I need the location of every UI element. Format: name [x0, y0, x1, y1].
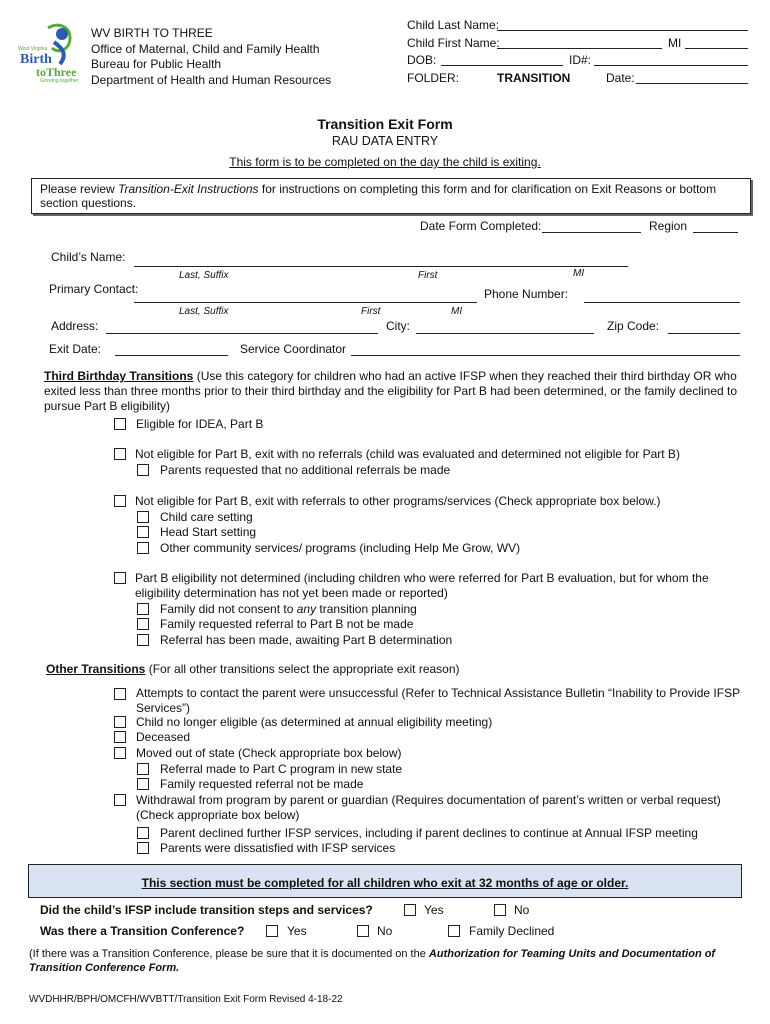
id-label: ID#: — [569, 53, 592, 67]
parent-declined-checkbox[interactable] — [137, 827, 149, 839]
required-section-banner — [28, 864, 742, 898]
child-first-name-field[interactable] — [497, 48, 662, 49]
requested-not-made-label: Family requested referral to Part B not be made — [160, 617, 414, 631]
eligible-part-b-label: Eligible for IDEA, Part B — [136, 417, 264, 431]
deceased-checkbox[interactable] — [114, 731, 126, 743]
parents-no-ref-checkbox[interactable] — [137, 464, 149, 476]
contact-last-suffix-caption: Last, Suffix — [179, 306, 229, 317]
instructions-post: for instructions on completing this form and for clarification on Exit Reasons or bottom section questions. — [40, 182, 717, 210]
child-first-caption: First — [418, 270, 438, 281]
org-line-4: Department of Health and Human Resources — [91, 72, 332, 87]
no-longer-eligible-label: Child no longer eligible (as determined at annual eligibility meeting) — [136, 715, 493, 729]
withdrawal-label: Withdrawal from program by parent or guardian (Requires documentation of parent’s written or verbal request) (Check appropriate box below) — [136, 793, 721, 822]
child-last-suffix-caption: Last, Suffix — [179, 270, 229, 281]
moved-label: Moved out of state (Check appropriate box below) — [136, 746, 402, 760]
org-line-1: WV BIRTH TO THREE — [91, 26, 213, 40]
folder-value: TRANSITION — [497, 71, 571, 85]
no-consent-label — [160, 602, 417, 616]
attempts-checkbox[interactable] — [114, 688, 126, 700]
org-header — [91, 26, 331, 88]
instructions-text — [40, 182, 744, 210]
not-eligible-no-ref-checkbox[interactable] — [114, 448, 126, 460]
q2-no-label: No — [377, 924, 393, 938]
q1-no-checkbox[interactable] — [494, 904, 506, 916]
deceased-label: Deceased — [136, 730, 191, 744]
city-field[interactable] — [416, 333, 594, 334]
address-field[interactable] — [106, 333, 378, 334]
q2-family-declined-checkbox[interactable] — [448, 925, 460, 937]
form-subtitle: RAU DATA ENTRY — [331, 134, 439, 148]
q2-family-declined-label: Family Declined — [469, 924, 555, 938]
instructions-box — [31, 178, 751, 214]
child-last-name-label: Child Last Name: — [407, 18, 500, 32]
transition-conference-question: Was there a Transition Conference? — [40, 924, 245, 938]
not-eligible-ref-checkbox[interactable] — [114, 495, 126, 507]
not-eligible-no-ref-label: Not eligible for Part B, exit with no referrals (child was evaluated and determined not eligible for Part B) — [135, 447, 680, 461]
dissatisfied-checkbox[interactable] — [137, 842, 149, 854]
folder-label: FOLDER: — [407, 71, 460, 85]
not-determined-label: Part B eligibility not determined (including children who were referred for Part B evaluation, but for whom the eligibility determination has not yet been made or reported) — [135, 571, 709, 600]
zip-field[interactable] — [668, 333, 740, 334]
awaiting-determination-label: Referral has been made, awaiting Part B determination — [160, 633, 453, 647]
birth-to-three-logo — [18, 20, 80, 86]
third-birthday-section-desc — [44, 369, 744, 414]
address-label: Address: — [51, 319, 99, 333]
other-transitions-desc: (For all other transitions select the appropriate exit reason) — [145, 662, 460, 676]
other-transitions-section — [46, 662, 460, 676]
phone-label: Phone Number: — [484, 287, 569, 301]
ref-part-c-label: Referral made to Part C program in new state — [160, 762, 403, 776]
childs-name-label: Child’s Name: — [51, 250, 126, 264]
org-line-3: Bureau for Public Health — [91, 57, 222, 71]
form-footer: WVDHHR/BPH/OMCFH/WVBTT/Transition Exit Form Revised 4-18-22 — [29, 994, 343, 1005]
other-community-label: Other community services/ programs (including Help Me Grow, WV) — [160, 541, 521, 555]
banner-text: This section must be completed for all children who exit at 32 months of age or older. — [141, 876, 629, 890]
logo-word-birth: Birth — [20, 52, 52, 67]
zip-label: Zip Code: — [607, 319, 660, 333]
conference-note-form-name: Authorization for Teaming Units and Documentation of Transition Conference Form. — [29, 948, 716, 974]
parents-no-ref-label: Parents requested that no additional referrals be made — [160, 463, 451, 477]
q2-no-checkbox[interactable] — [357, 925, 369, 937]
dissatisfied-label: Parents were dissatisfied with IFSP services — [160, 841, 396, 855]
date-field[interactable] — [636, 83, 748, 84]
head-start-checkbox[interactable] — [137, 526, 149, 538]
mi-label: MI — [668, 36, 682, 50]
no-consent-pre: Family did not consent to — [160, 602, 297, 616]
form-title: Transition Exit Form — [317, 116, 453, 132]
child-care-checkbox[interactable] — [137, 511, 149, 523]
logo-tagline: Growing together — [40, 78, 79, 84]
fam-req-not-label: Family requested referral not be made — [160, 777, 364, 791]
instructions-doc-title: Transition-Exit Instructions — [118, 182, 259, 196]
child-first-name-label: Child First Name: — [407, 36, 500, 50]
contact-first-caption: First — [361, 306, 381, 317]
third-birthday-heading: Third Birthday Transitions — [44, 369, 194, 383]
head-start-label: Head Start setting — [160, 525, 257, 539]
other-community-checkbox[interactable] — [137, 542, 149, 554]
contact-mi-caption: MI — [451, 306, 463, 317]
date-completed-field[interactable] — [542, 232, 641, 233]
child-care-label: Child care setting — [160, 510, 253, 524]
phone-field[interactable] — [584, 302, 740, 303]
other-transitions-heading: Other Transitions — [46, 662, 146, 676]
primary-contact-field[interactable] — [134, 302, 477, 303]
service-coordinator-field[interactable] — [351, 355, 740, 356]
parent-declined-label: Parent declined further IFSP services, including if parent declines to continue at Annual IFSP meeting — [160, 826, 698, 840]
q2-yes-checkbox[interactable] — [266, 925, 278, 937]
third-birthday-desc: (Use this category for children who had an active IFSP when they reached their third birthday OR who exited less than three months prior to their third birthday and the eligibility for Part B had been determined, or the family declined to pursue Part B eligibility) — [44, 369, 738, 413]
exit-date-label: Exit Date: — [49, 342, 102, 356]
region-field[interactable] — [693, 232, 738, 233]
child-last-name-field[interactable] — [497, 30, 748, 31]
child-mi-caption: MI — [573, 268, 585, 279]
service-coordinator-label: Service Coordinator — [240, 342, 347, 356]
attempts-label: Attempts to contact the parent were unsuccessful (Refer to Technical Assistance Bulletin “Inability to Provide IFSP Services”) — [136, 686, 740, 715]
city-label: City: — [386, 319, 410, 333]
withdrawal-checkbox[interactable] — [114, 794, 126, 806]
region-label: Region — [649, 219, 688, 233]
instructions-pre: Please review — [40, 182, 119, 196]
fam-req-not-checkbox[interactable] — [137, 778, 149, 790]
date-completed-label: Date Form Completed: — [420, 219, 542, 233]
logo-word-three: toThree — [36, 65, 77, 79]
mi-field[interactable] — [685, 48, 748, 49]
primary-contact-label: Primary Contact: — [49, 282, 139, 296]
exit-date-field[interactable] — [115, 355, 228, 356]
id-field[interactable] — [594, 65, 748, 66]
no-consent-italic: any — [296, 602, 317, 616]
not-determined-checkbox[interactable] — [114, 572, 126, 584]
awaiting-determination-checkbox[interactable] — [137, 634, 149, 646]
no-consent-checkbox[interactable] — [137, 603, 149, 615]
q1-yes-checkbox[interactable] — [404, 904, 416, 916]
ifsp-transition-question: Did the child’s IFSP include transition steps and services? — [40, 903, 373, 917]
moved-checkbox[interactable] — [114, 747, 126, 759]
form-completion-note: This form is to be completed on the day the child is exiting. — [229, 155, 541, 169]
date-label: Date: — [606, 71, 635, 85]
eligible-part-b-checkbox[interactable] — [114, 418, 126, 430]
logo-top-text: West Virginia — [18, 46, 48, 52]
no-consent-post: transition planning — [316, 602, 417, 616]
q1-no-label: No — [514, 903, 530, 917]
requested-not-made-checkbox[interactable] — [137, 618, 149, 630]
ref-part-c-checkbox[interactable] — [137, 763, 149, 775]
q2-yes-label: Yes — [287, 924, 307, 938]
dob-label: DOB: — [407, 53, 437, 67]
no-longer-eligible-checkbox[interactable] — [114, 716, 126, 728]
childs-name-field[interactable] — [134, 266, 628, 267]
dob-field[interactable] — [441, 65, 563, 66]
q1-yes-label: Yes — [424, 903, 444, 917]
org-line-2: Office of Maternal, Child and Family Health — [91, 41, 320, 56]
conference-note-pre: (If there was a Transition Conference, please be sure that it is documented on the — [29, 948, 429, 960]
conference-note — [29, 947, 749, 975]
not-eligible-ref-label: Not eligible for Part B, exit with referrals to other programs/services (Check appropriate box below.) — [135, 494, 661, 508]
